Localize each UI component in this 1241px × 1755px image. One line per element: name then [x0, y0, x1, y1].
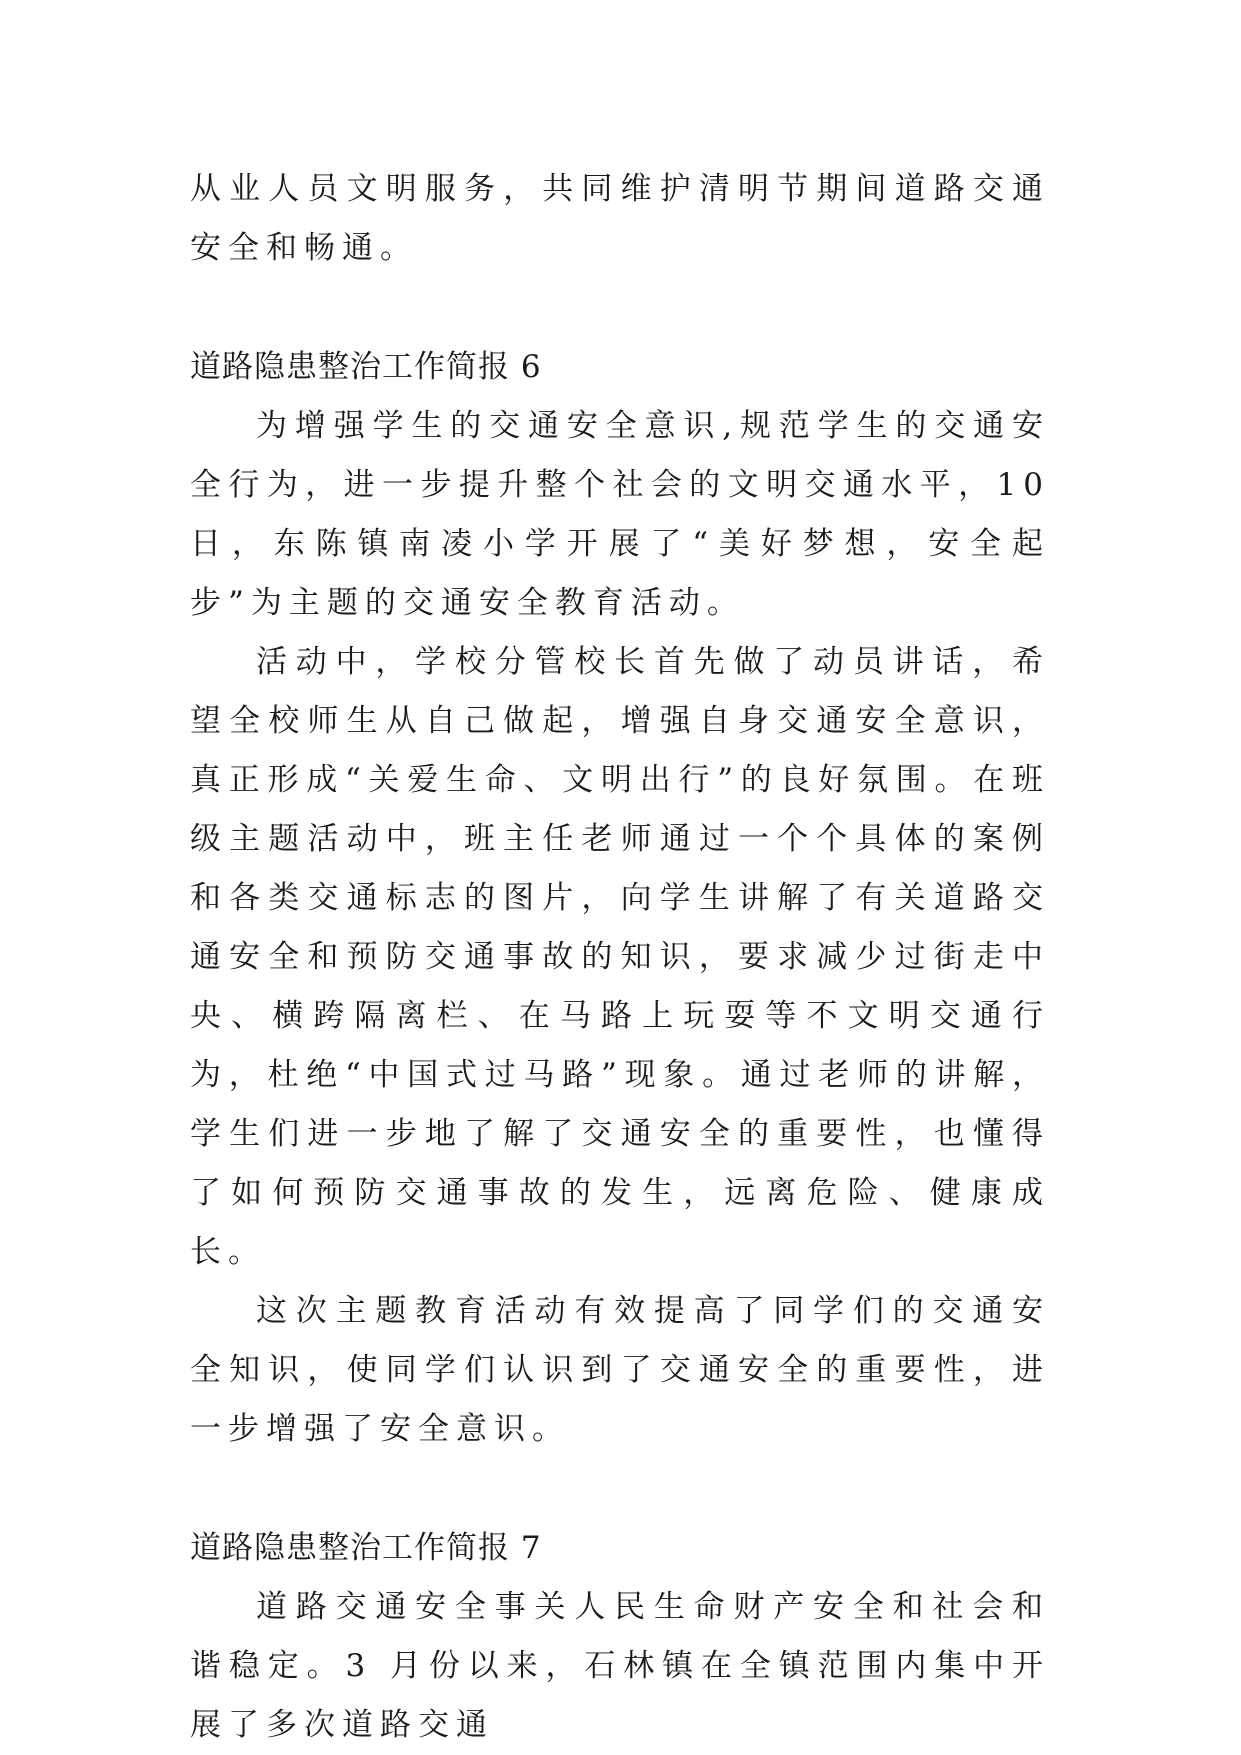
section-heading-7: 道路隐患整治工作简报 7: [190, 1530, 542, 1566]
paragraph-activity-6: 活动中，学校分管校长首先做了动员讲话，希望全校师生从自己做起，增强自身交通安全意识，真正形成“关爱生命、文明出行”的良好氛围。在班级主题活动中，班主任老师通过一个个具体的案例和各类交通标志的图片，向学生讲解了有关道路交通安全和预防交通事故的知识，要求减少过街走中央、横跨隔离栏、在马路上玩耍等不文明交通行为，杜绝“中国式过马路”现象。通过老师的讲解，学生们进一步地了解了交通安全的重要性，也懂得了如何预防交通事故的发生，远离危险、健康成长。: [190, 644, 1050, 1270]
paragraph-summary-6: 这次主题教育活动有效提高了同学们的交通安全知识，使同学们认识到了交通安全的重要性，进一步增强了安全意识。: [190, 1293, 1050, 1447]
paragraph-intro-7: 道路交通安全事关人民生命财产安全和社会和谐稳定。3 月份以来，石林镇在全镇范围内集中开展了多次道路交通: [190, 1589, 1050, 1743]
paragraph-continuation: 从业人员文明服务，共同维护清明节期间道路交通安全和畅通。: [190, 171, 1050, 266]
paragraph-intro-6: 为增强学生的交通安全意识,规范学生的交通安全行为，进一步提升整个社会的文明交通水平，10 日，东陈镇南凌小学开展了“美好梦想，安全起步”为主题的交通安全教育活动。: [190, 408, 1050, 621]
document-body: [190, 160, 1050, 1755]
section-heading-6: 道路隐患整治工作简报 6: [190, 349, 542, 385]
